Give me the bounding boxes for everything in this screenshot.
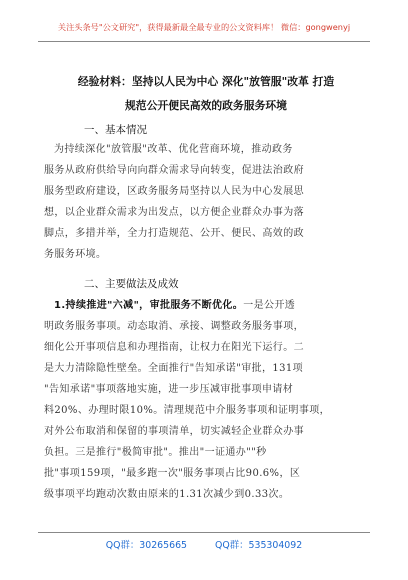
paragraph-line: 服务型政府建设，区政务服务局坚持以人民为中心发展思 bbox=[44, 186, 304, 197]
paragraph-line: 想，以企业群众需求为出发点，以方便企业群众办事为落 bbox=[44, 207, 304, 218]
paragraph-line: 是大力清除隐性壁垒。全面推行"告知承诺"审批，131项 bbox=[44, 363, 304, 374]
paragraph-line: "告知承诺"事项落地实施，进一步压减审批事项申请材 bbox=[44, 384, 294, 395]
paragraph-line: 细化公开事项信息和办理指南，让权力在阳光下运行。二 bbox=[44, 342, 304, 353]
footer-qq-group-1: QQ群：30265665 bbox=[105, 540, 188, 551]
subsection-lead: 1.持续推进"六减"，审批服务不断优化。 bbox=[54, 300, 244, 311]
paragraph-line: 务服务环境。 bbox=[44, 249, 107, 260]
paragraph-line: 服务从政府供给导向向群众需求导向转变，促进法治政府 bbox=[44, 165, 304, 176]
paragraph-text: 一是公开透 bbox=[243, 300, 296, 311]
page-footer bbox=[0, 537, 408, 551]
paragraph-line: 为持续深化"放管服"改革、优化营商环境，推动政务 bbox=[54, 144, 293, 155]
footer-qq-group-2: QQ群：535304092 bbox=[215, 540, 303, 551]
paragraph-line: 级事项平均跑动次数由原来的1.31次减少到0.33次。 bbox=[44, 489, 290, 500]
paragraph-line: 负担。三是推行"极简审批"。推出"一证通办""秒 bbox=[44, 447, 267, 458]
paragraph-line: 料20%、办理时限10%。清理规范中介服务事项和证明事项， bbox=[44, 405, 331, 416]
section-heading-basic-situation: 一、基本情况 bbox=[84, 124, 147, 136]
page-footer-rule bbox=[38, 532, 370, 534]
paragraph-line: 对外公布取消和保留的事项清单，切实减轻企业群众办事 bbox=[44, 426, 304, 437]
document-title-line-2: 规范公开便民高效的政务服务环境 bbox=[125, 99, 287, 112]
paragraph-line: 明政务服务事项。动态取消、承接、调整政务服务事项， bbox=[44, 321, 304, 332]
paragraph-line: 批"事项159项，"最多跑一次"服务事项占比90.6%，区 bbox=[44, 468, 301, 479]
header-promo-text: 关注头条号"公文研究"，获得最新最全最专业的公文资料库！ 微信：gongwenyj bbox=[57, 22, 351, 32]
paragraph-line: 脚点，多措并举，全力打造规范、公开、便民、高效的政 bbox=[44, 228, 304, 239]
document-title-line-1: 经验材料：坚持以人民为中心 深化"放管服"改革 打造 bbox=[77, 75, 335, 88]
page-header bbox=[38, 0, 370, 42]
paragraph-line bbox=[54, 299, 356, 313]
section-heading-main-practices: 二、主要做法及成效 bbox=[84, 278, 179, 290]
